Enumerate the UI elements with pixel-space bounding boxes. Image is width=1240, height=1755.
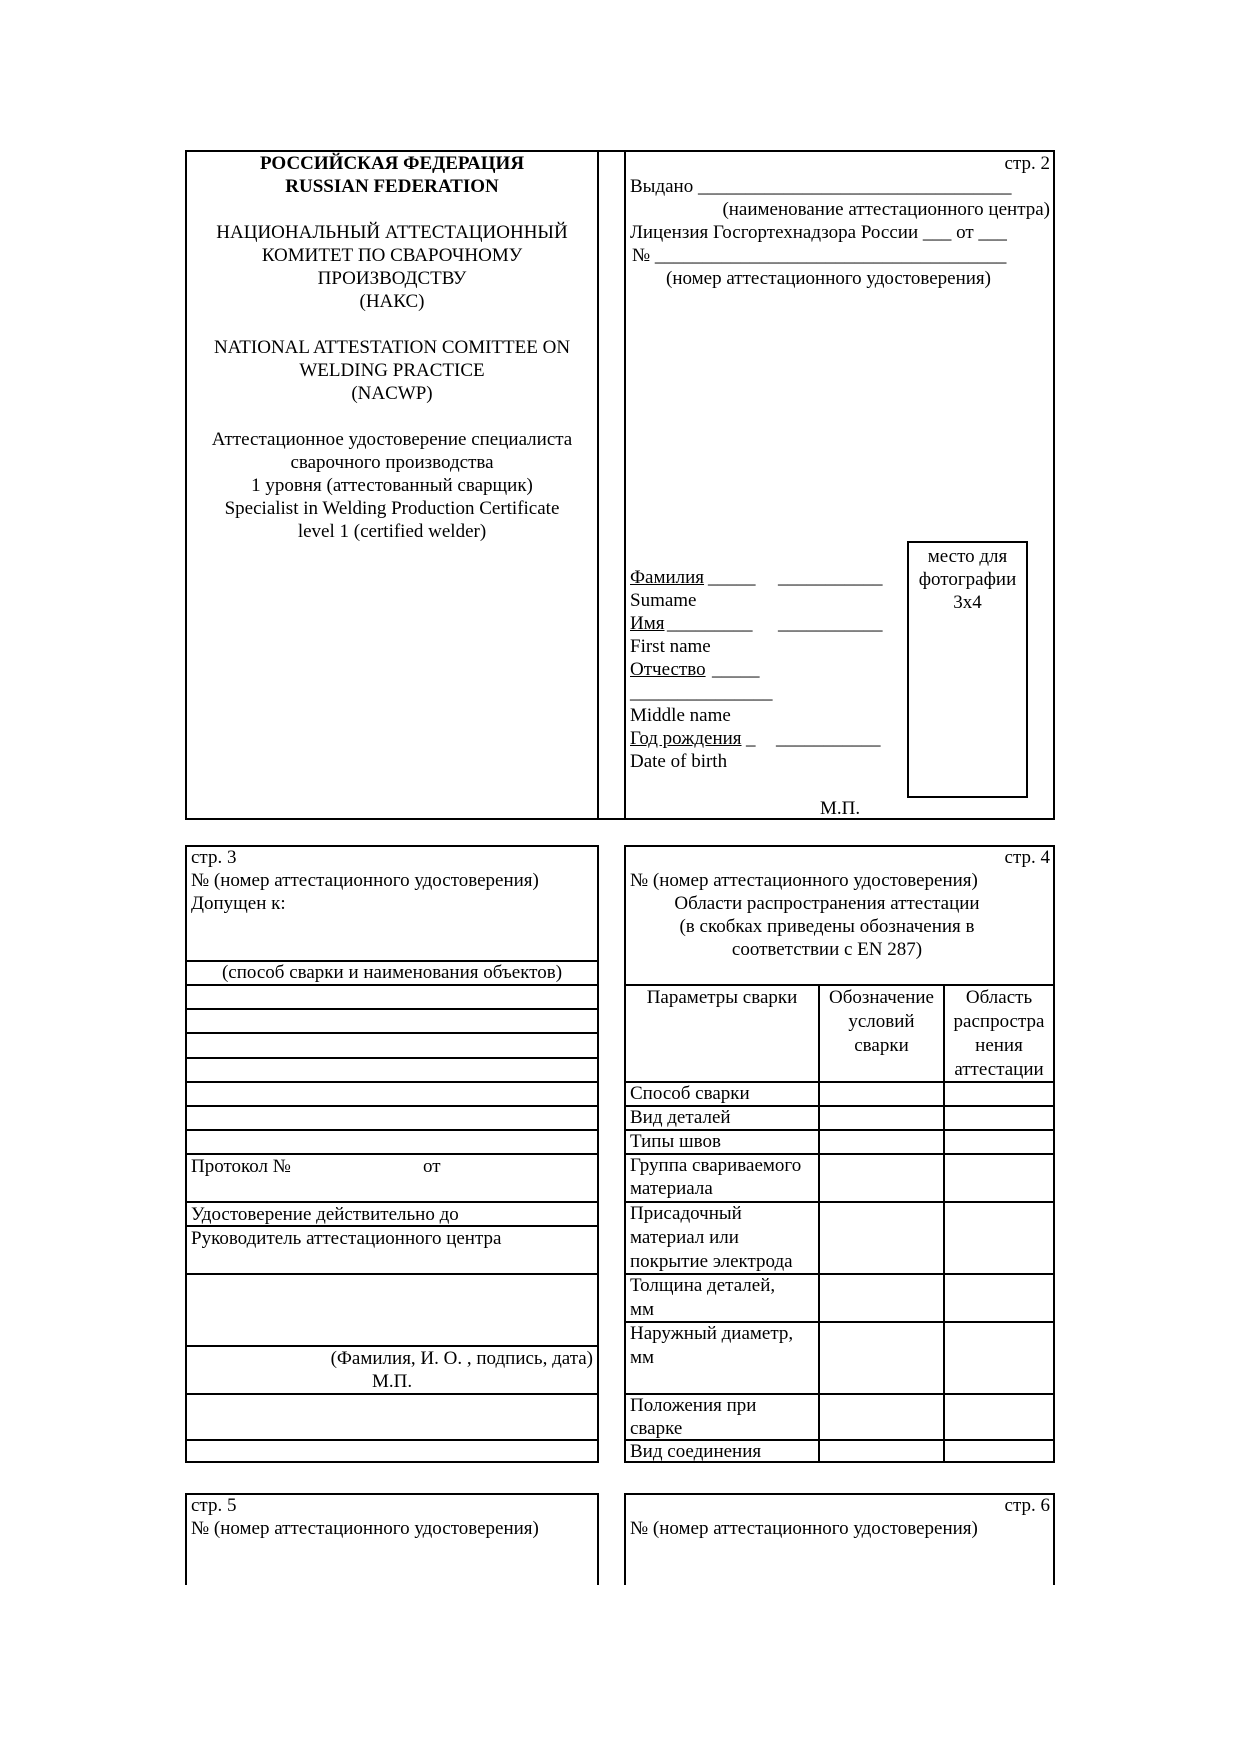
row-label: Присадочный: [630, 1203, 742, 1224]
col-header-area-2: распростра: [953, 1011, 1045, 1032]
middle-name-field[interactable]: _______________: [630, 682, 773, 703]
country-ru: РОССИЙСКАЯ ФЕДЕРАЦИЯ: [259, 153, 525, 174]
number-hint: № (номер аттестационного удостоверения): [630, 1518, 978, 1539]
first-name-label: Имя: [630, 613, 665, 634]
col-header-area-4: аттестации: [954, 1059, 1044, 1080]
admission-line-3[interactable]: [189, 1035, 595, 1055]
page-number: стр. 6: [1004, 1495, 1050, 1516]
org-ru-abbr: (НАКС): [359, 291, 425, 312]
col-header-area-1: Область: [965, 987, 1033, 1008]
row-label: Группа свариваемого: [630, 1155, 802, 1176]
scope-title-1: Области распространения аттестации: [674, 893, 980, 914]
birth-year-field[interactable]: ___________: [776, 728, 881, 749]
page-number: стр. 2: [1004, 153, 1050, 174]
first-name-en-label: First name: [630, 636, 711, 657]
org-ru-line1: НАЦИОНАЛЬНЫЙ АТТЕСТАЦИОННЫЙ: [216, 222, 568, 243]
row-label: мм: [630, 1347, 655, 1368]
org-en-line1: NATIONAL ATTESTATION COMITTEE ON: [213, 337, 571, 358]
row-label: Типы швов: [630, 1131, 721, 1152]
cert-ru-line1: Аттестационное удостоверение специалиста: [211, 429, 573, 450]
birth-year-en-label: Date of birth: [630, 751, 728, 772]
row-label: Вид соединения: [630, 1441, 762, 1462]
page-number: стр. 4: [1004, 847, 1050, 868]
org-en-line2: WELDING PRACTICE: [299, 360, 485, 381]
col-header-params: Параметры сварки: [646, 987, 798, 1008]
method-hint: (способ сварки и наименования объектов): [221, 962, 563, 983]
admission-line-7[interactable]: [189, 1132, 595, 1152]
photo-placeholder: [907, 541, 1028, 798]
number-hint: (номер аттестационного удостоверения): [666, 268, 991, 289]
country-en: RUSSIAN FEDERATION: [285, 176, 499, 197]
stamp-label: М.П.: [820, 798, 861, 819]
cert-ru-line3: 1 уровня (аттестованный сварщик): [251, 475, 533, 496]
row-label: Способ сварки: [630, 1083, 750, 1104]
middle-name-en-label: Middle name: [630, 705, 731, 726]
org-ru-line2: КОМИТЕТ ПО СВАРОЧНОМУ: [261, 245, 523, 266]
number-hint: № (номер аттестационного удостоверения): [191, 1518, 539, 1539]
col-header-designation-3: сварки: [854, 1035, 909, 1056]
row-label: Вид деталей: [630, 1107, 731, 1128]
org-ru-line3: ПРОИЗВОДСТВУ: [317, 268, 467, 289]
number-hint: № (номер аттестационного удостоверения): [191, 870, 539, 891]
row-label: покрытие электрода: [630, 1251, 793, 1272]
cert-ru-line2: сварочного производства: [290, 452, 494, 473]
valid-until-label: Удостоверение действительно до: [191, 1204, 459, 1225]
photo-label-2: фотографии: [918, 569, 1017, 590]
col-header-designation-1: Обозначение: [829, 987, 934, 1008]
admission-line-5[interactable]: [189, 1084, 595, 1104]
signature-hint: (Фамилия, И. О. , подпись, дата): [330, 1348, 593, 1369]
stamp-label: М.П.: [372, 1371, 413, 1392]
surname-en-label: Sumame: [630, 590, 697, 611]
middle-name-underline: _____: [712, 659, 760, 680]
col-header-designation-2: условий: [848, 1011, 915, 1032]
issued-field[interactable]: Выдано _________________________________: [630, 176, 1012, 197]
cert-en-line1: Specialist in Welding Production Certificate: [224, 498, 560, 519]
col-header-area-3: нения: [975, 1035, 1023, 1056]
surname-label: Фамилия: [630, 567, 705, 588]
admission-line-4[interactable]: [189, 1060, 595, 1080]
org-en-abbr: (NACWP): [351, 383, 433, 404]
admission-line-1[interactable]: [189, 987, 595, 1007]
admission-line-2[interactable]: [189, 1011, 595, 1031]
birth-year-underline: _: [746, 728, 756, 749]
protocol-from-label: от: [423, 1156, 441, 1177]
issued-hint: (наименование аттестационного центра): [722, 199, 1050, 220]
photo-label-3: 3х4: [953, 592, 982, 613]
page-number: стр. 5: [191, 1495, 237, 1516]
row-label: материала: [630, 1178, 713, 1199]
page-number: стр. 3: [191, 847, 237, 868]
middle-name-label: Отчество: [630, 659, 706, 680]
row-label: материал или: [630, 1227, 739, 1248]
admitted-label: Допущен к:: [191, 893, 286, 914]
protocol-label: Протокол №: [191, 1156, 291, 1177]
row-label: Толщина деталей,: [630, 1275, 776, 1296]
row-label: сварке: [630, 1418, 683, 1439]
photo-label-1: место для: [927, 546, 1008, 567]
admission-line-6[interactable]: [189, 1108, 595, 1128]
surname-underline: _____: [708, 567, 756, 588]
first-name-field[interactable]: ___________: [778, 613, 883, 634]
scope-title-2: (в скобках приведены обозначения в: [679, 916, 975, 937]
number-hint: № (номер аттестационного удостоверения): [630, 870, 978, 891]
birth-year-label: Год рождения: [630, 728, 742, 749]
first-name-underline: _________: [667, 613, 753, 634]
head-label: Руководитель аттестационного центра: [191, 1228, 502, 1249]
certificate-number-field[interactable]: № _____________________________________: [632, 245, 1007, 266]
cert-en-line2: level 1 (certified welder): [297, 521, 487, 542]
scope-title-3: соответствии с EN 287): [731, 939, 923, 960]
row-label: Положения при: [630, 1395, 757, 1416]
license-field[interactable]: Лицензия Госгортехнадзора России ___ от ___: [630, 222, 1007, 243]
row-label: Наружный диаметр,: [630, 1323, 794, 1344]
row-label: мм: [630, 1299, 655, 1320]
surname-field[interactable]: ___________: [778, 567, 883, 588]
